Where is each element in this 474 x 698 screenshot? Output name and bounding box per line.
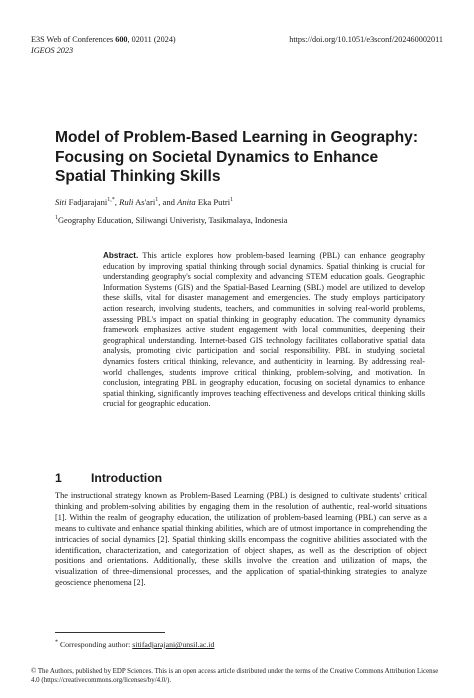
author-affiliation-mark: 1,* (107, 197, 115, 204)
author-email-link[interactable]: sitifadjarajani@unsil.ac.id (132, 640, 215, 649)
abstract-label: Abstract. (103, 251, 139, 260)
footnote-divider (55, 632, 165, 633)
author-separator: , and (158, 197, 178, 207)
affiliation-text: Geography Education, Siliwangi Univeristy, Tasikmalaya, Indonesia (58, 216, 288, 225)
journal-name: E3S Web of Conferences (31, 35, 116, 44)
doi-link[interactable]: https://doi.org/10.1051/e3sconf/202460002011 (289, 35, 443, 44)
article-number: , 02011 (2024) (127, 35, 176, 44)
journal-citation (31, 34, 176, 45)
section-heading: Introduction (91, 471, 163, 485)
corresponding-author-footnote (55, 640, 214, 650)
author-family-name: Fadjarajani (66, 197, 108, 207)
paper-title: Model of Problem-Based Learning in Geography: Focusing on Societal Dynamics to Enhance Spatial Thinking Skills (55, 129, 419, 185)
conference-venue: IGEOS 2023 (31, 46, 74, 55)
author-separator: , (114, 197, 120, 207)
footnote-label: Corresponding author: (58, 640, 133, 649)
author-family-name: Eka Putri (195, 197, 231, 207)
affiliation (55, 215, 287, 227)
footnote-marker: * (55, 639, 58, 646)
journal-volume: 600 (115, 35, 128, 44)
section-number: 1 (55, 471, 62, 485)
author-given-name: Siti (55, 197, 67, 207)
author-list (55, 196, 233, 208)
author-family-name: As'ari (133, 197, 156, 207)
abstract-text: This article explores how problem-based learning (PBL) can enhance geography education by improving spatial thinking through social dynamics. Spatial thinking is crucial for understanding geography's social complexity and advancing STEM education goals. Geographic Information Systems (GIS) and the Spatial-Based Learning (SBL) model are utilized to develop these skills, vital for disaster management and emergencies. The study employs participatory action research, involving students, teachers, and communities in solving real-world problems, assessing PBL's impact on spatial thinking in geography education. The community dynamics framework emphasizes active student engagement with local communities, deepening their geographical understanding. Internet-based GIS technology facilitates collaborative spatial data analysis, promoting civic participation and social responsibility. PBL in studying societal dynamics fosters critical thinking, relevance, and authenticity in learning. By addressing real-world challenges, students improve critical thinking, problem-solving, and motivation. In conclusion, integrating PBL in geography education, focusing on societal dynamics to enhance spatial thinking, significantly improves teaching effectiveness and develops critical thinking skills crucial for geographic education. (103, 251, 425, 409)
author-given-name: Ruli (119, 197, 134, 207)
license-footer: © The Authors, published by EDP Sciences. This is an open access article distributed under the terms of the Creative Commons Attribution License 4.0 (https://creativecommons.org/licenses/by/4.0/). (31, 668, 439, 684)
author-affiliation-mark: 1 (155, 197, 159, 204)
running-header-left (31, 34, 176, 56)
author-affiliation-mark: 1 (230, 197, 234, 204)
affiliation-mark: 1 (55, 215, 58, 222)
abstract (103, 251, 425, 410)
author-given-name: Anita (177, 197, 196, 207)
section-body-text: The instructional strategy known as Problem-Based Learning (PBL) is designed to cultivate students' critical thinking and problem-solving abilities by engaging them in the resolution of authentic, real-world situations [1]. Within the realm of geography education, the utilization of problem-based learning (PBL) can serve as a means to cultivate and enhance spatial thinking abilities, which are of utmost importance in comprehending the intricacies of social dynamics [2]. Spatial thinking skills encompass the cognitive abilities associated with the identification, characterization, and categorization of object shapes, as well as the description of object positions and orientations. Additionally, these skills involve the creation and utilization of maps, the visualization of three-dimensional processes, and the application of spatial-thinking strategies to analyze geoscience phenomena [2]. (55, 491, 427, 588)
